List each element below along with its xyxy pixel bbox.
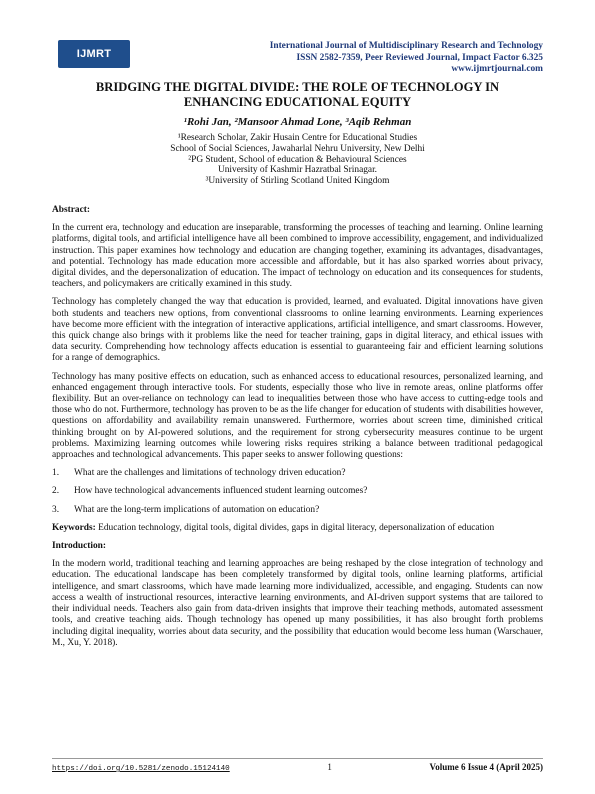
journal-issn: ISSN 2582-7359, Peer Reviewed Journal, Impact Factor 6.325 [296, 52, 543, 63]
affiliation-line: School of Social Sciences, Jawaharlal Nehru University, New Delhi [170, 143, 425, 154]
affiliations [52, 133, 543, 187]
affiliation-line: ¹Research Scholar, Zakir Husain Centre for Educational Studies [177, 133, 418, 143]
journal-header [270, 41, 543, 76]
paper-body [52, 205, 543, 656]
affiliation-line: University of Kashmir Hazratbal Srinagar. [217, 165, 378, 176]
journal-logo [58, 40, 130, 68]
affiliation-line: ³University of Stirling Scotland United Kingdom [205, 176, 390, 187]
question-item [52, 505, 543, 516]
question-number: 2. [52, 486, 60, 497]
page-footer [52, 762, 543, 773]
body-paragraph: Technology has completely changed the way that education is provided, learned, and evaluated. Digital innovations have given both students and teachers new options, from conventional classrooms to online learning environments. Learning experiences have become more efficient with the integration of interactive applications, artificial intelligence, and smart classrooms. However, this quick change also brings with it problems like the need for teacher training, gaps in digital literacy, and ethical issues with data security. Comprehending how technology affects education is essential to guaranteeing fair and efficient learning solutions for a range of demographics. [52, 297, 543, 364]
paper-title [52, 80, 543, 109]
introduction-paragraph: In the modern world, traditional teaching and learning approaches are being reshaped by the close integration of technology and education. The educational landscape has been completely transformed by digital tools, online learning platforms, artificial intelligence, and smart classrooms, which have made learning more individualized, accessible, and engaging. Students can now access a wealth of instructional resources, interactive learning environments, and AI-driven support systems that are tailored to their individual needs. Teachers also gain from data-driven insights that improve their teaching methods, automated assessment tools, and creative teaching aids. Though technology has opened up many possibilities, it has also brought forth problems including digital inequality, worries about data security, and the possibility that education would become less human (Warschauer, M., Xu, Y. 2018). [52, 559, 543, 648]
keywords [52, 523, 543, 534]
page-number: 1 [327, 762, 332, 772]
affiliation-line: ²PG Student, School of education & Behavioural Sciences [188, 154, 407, 165]
question-number: 1. [52, 468, 60, 479]
journal-name: International Journal of Multidisciplinary Research and Technology [269, 41, 543, 51]
keywords-text: Education technology, digital tools, digital divides, gaps in digital literacy, depersonalization of education [95, 522, 495, 533]
volume-issue: Volume 6 Issue 4 (April 2025) [429, 762, 543, 772]
question-number: 3. [52, 504, 60, 515]
doi-link[interactable]: https://doi.org/10.5281/zenodo.15124140 [52, 765, 230, 773]
journal-url[interactable]: www.ijmrtjournal.com [451, 64, 543, 75]
body-paragraph: Technology has many positive effects on education, such as enhanced access to educational resources, personalized learning, and enhanced engagement through interactive tools. For students, especially those who live in remote areas, online platforms offer flexibility. But an over-reliance on technology can lead to inequalities between those who have access to cutting-edge tools and those who do not. Furthermore, technology has proven to be as the life changer for education of students with disabilities however, questions on affordability and availability remain unanswered. Furthermore, worries about screen time, diminished critical thinking brought on by AI-powered solutions, and the requirement for strong cybersecurity measures continue to be urgent problems. Maximizing learning outcomes while lowering risks requires striking a balance between traditional pedagogical approaches and technological advancements. This paper seeks to answer following questions: [52, 371, 543, 461]
title-line-1: BRIDGING THE DIGITAL DIVIDE: THE ROLE OF TECHNOLOGY IN [95, 80, 500, 94]
logo-text: IJMRT [76, 48, 112, 60]
question-text: What are the challenges and limitations of technology driven education? [74, 468, 346, 479]
question-text: How have technological advancements influenced student learning outcomes? [74, 486, 368, 497]
abstract-heading: Abstract: [52, 205, 91, 215]
title-line-2: ENHANCING EDUCATIONAL EQUITY [183, 94, 412, 109]
keywords-label: Keywords: [52, 522, 96, 533]
question-item [52, 486, 543, 497]
authors: ¹Rohi Jan, ²Mansoor Ahmad Lone, ³Aqib Rehman [183, 116, 412, 128]
footer-divider [52, 758, 543, 759]
question-text: What are the long-term implications of automation on education? [74, 504, 320, 515]
question-item [52, 468, 543, 479]
introduction-heading: Introduction: [52, 541, 107, 552]
abstract-paragraph: In the current era, technology and education are inseparable, transforming the processes of teaching and learning. Online learning platforms, digital tools, and artificial intelligence have all been combined to improve accessibility, engagement, and individualized instruction. This paper examines how technology and education are changing together, examining its advantages, disadvantages, and potential. Technology has made education more accessible and affordable, but it has also sparked worries about privacy, digital divides, and the depersonalization of education. The impact of technology on education and its consequences for students, teachers, and policymakers are critically examined in this study. [52, 223, 543, 290]
